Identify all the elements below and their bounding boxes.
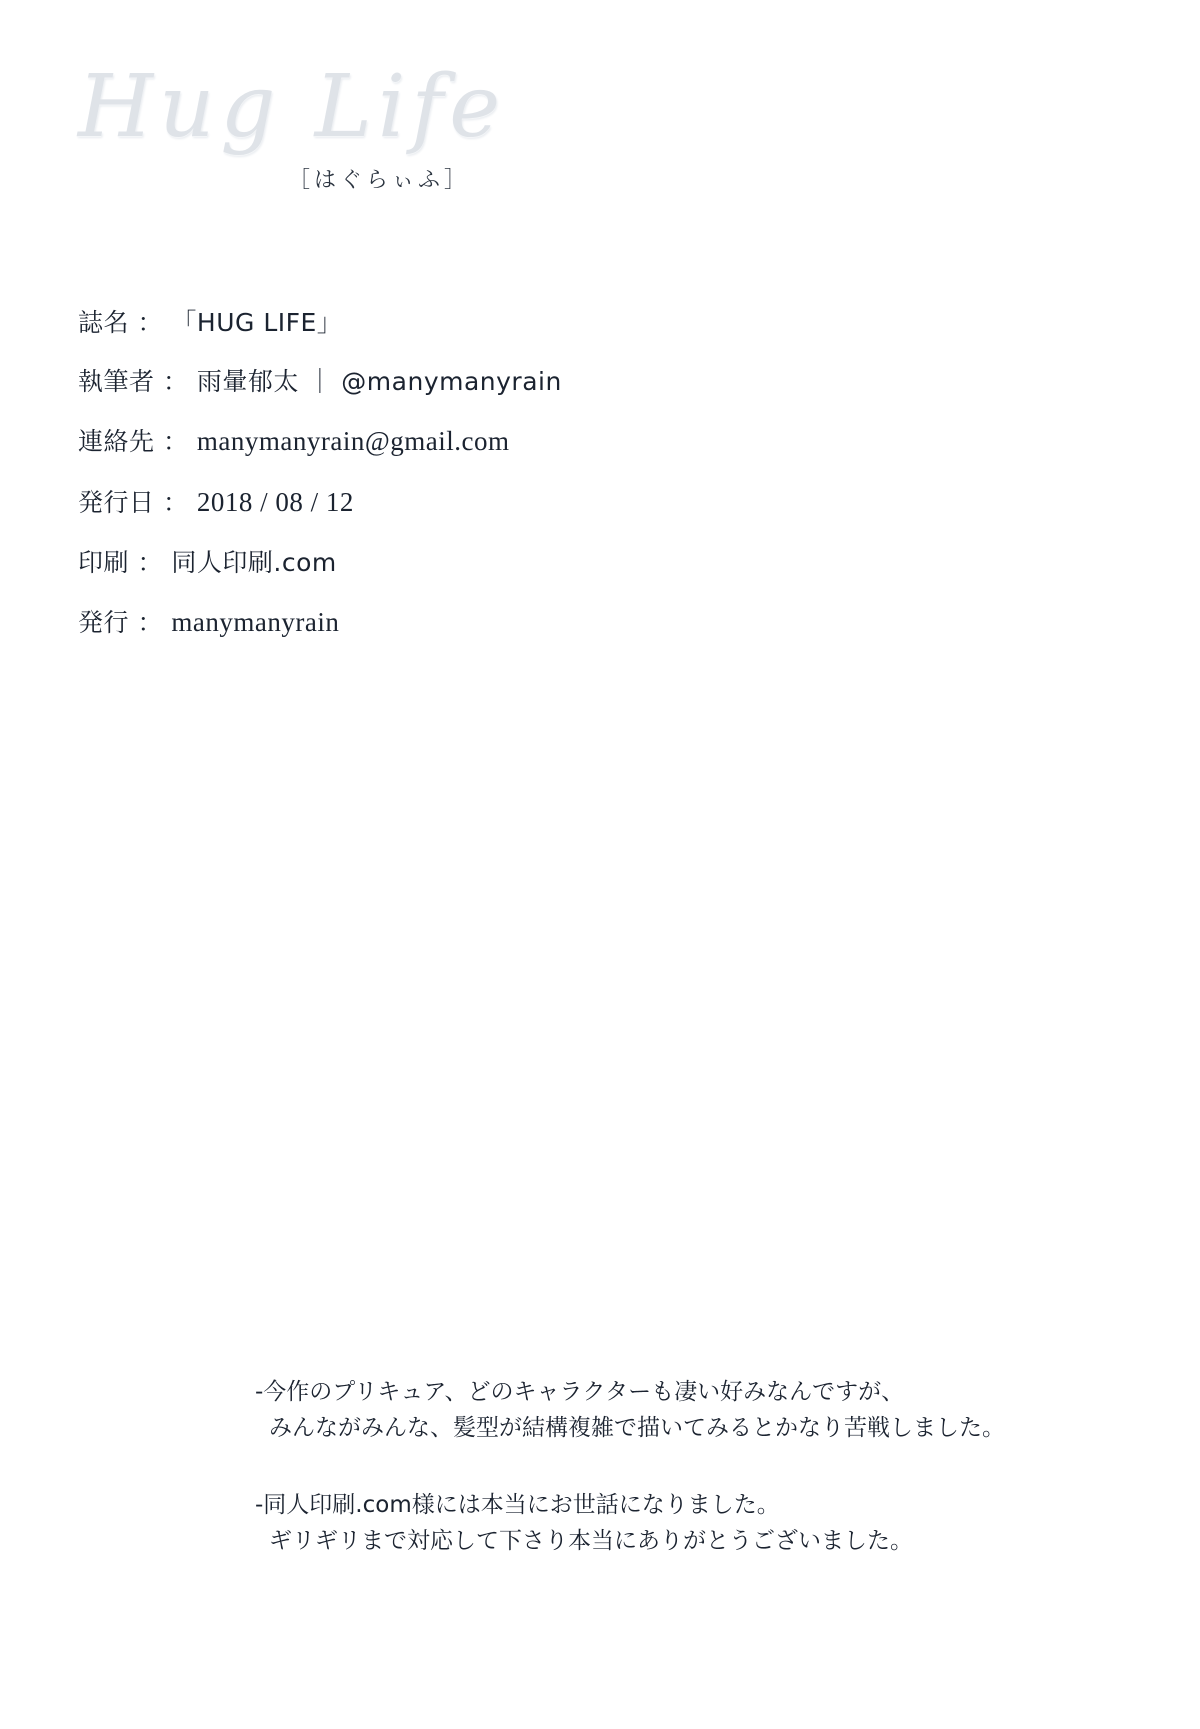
- afterword-line: -同人印刷.com様には本当にお世話になりました。: [255, 1492, 780, 1519]
- logo-title: Hug Life: [78, 57, 507, 157]
- colophon-row: [78, 310, 918, 335]
- colophon-label: 発行 ：: [78, 608, 163, 637]
- afterword-paragraph: [255, 1488, 1135, 1559]
- colophon-value: 同人印刷.com: [171, 548, 337, 577]
- colophon-label: 執筆者 ：: [78, 367, 189, 396]
- colophon-value: 「HUG LIFE」: [171, 308, 343, 337]
- colophon-label: 誌名 ：: [78, 308, 163, 337]
- afterword: [255, 1375, 1135, 1602]
- afterword-paragraph: [255, 1375, 1135, 1446]
- colophon-value: manymanyrain@gmail.com: [196, 426, 510, 456]
- afterword-line: ギリギリまで対応して下さり本当にありがとうございました。: [269, 1527, 913, 1554]
- colophon-label: 連絡先 ：: [78, 427, 189, 456]
- colophon-value: 2018 / 08 / 12: [196, 487, 354, 517]
- colophon-row: [78, 609, 918, 636]
- afterword-line: -今作のプリキュア、どのキャラクターも凄い好みなんですが、: [255, 1379, 905, 1405]
- logo-block: [78, 58, 598, 194]
- colophon-row: [78, 550, 918, 575]
- colophon-label: 発行日 ：: [78, 488, 189, 517]
- colophon-row: [78, 428, 918, 455]
- afterword-line: みんながみんな、髪型が結構複雑で描いてみるとかなり苦戦しました。: [269, 1414, 1005, 1441]
- colophon-list: [78, 310, 918, 670]
- colophon-label: 印刷 ：: [78, 548, 163, 577]
- colophon-value: manymanyrain: [171, 607, 340, 637]
- colophon-row: [78, 369, 918, 394]
- colophon-value: 雨暈郁太 ｜ @manymanyrain: [196, 367, 562, 396]
- colophon-row: [78, 489, 918, 516]
- logo-reading: ［はぐらぃふ］: [288, 167, 471, 193]
